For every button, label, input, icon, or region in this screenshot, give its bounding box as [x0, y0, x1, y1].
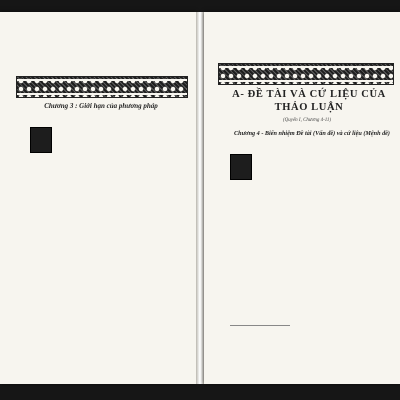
decorative-header-band: [218, 63, 394, 85]
drop-cap-letter: [30, 127, 52, 153]
section-title: A- ĐỀ TÀI VÀ CỨ LIỆU CỦA THẢO LUẬN: [232, 89, 386, 113]
book-gutter: [196, 12, 204, 384]
subsection-title: (Quyển I, Chương 4-11): [282, 118, 332, 123]
left-page: [0, 12, 196, 384]
chapter-subheading: Chương 4 - Biến nhiệm Đề tài (Vấn đề) và cứ liệu (Mệnh đề): [234, 130, 390, 137]
footnote-divider: [230, 325, 290, 326]
chapter-label: Chương 3 : Giới hạn của phương pháp: [44, 102, 158, 110]
drop-cap-letter: [230, 154, 252, 180]
decorative-header-band: [16, 76, 188, 98]
